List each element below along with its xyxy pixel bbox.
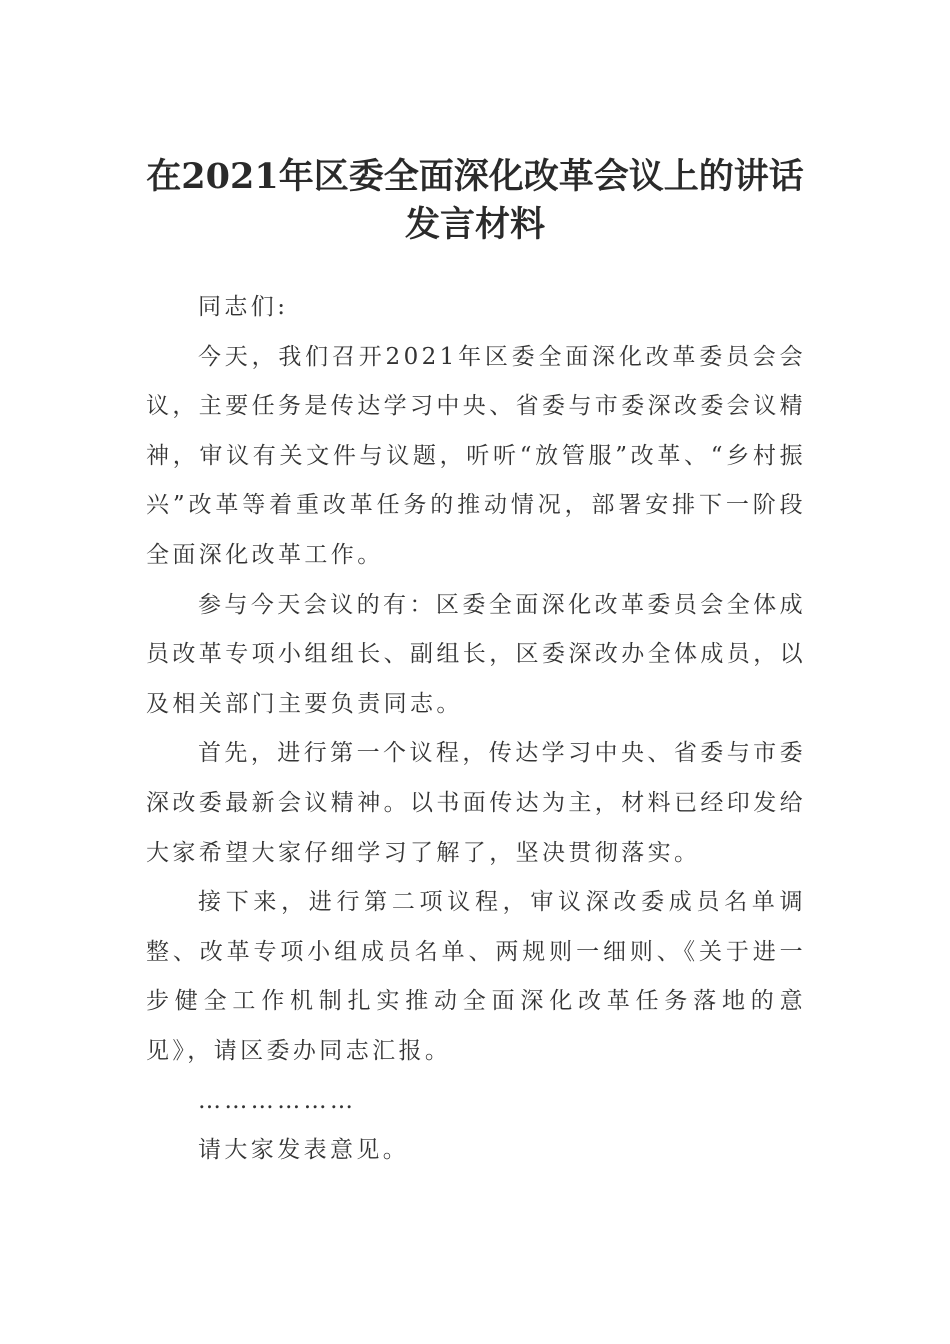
first-agenda-paragraph: 首先，进行第一个议程，传达学习中央、省委与市委深改委最新会议精神。以书面传达为主，材料已经印发给大家希望大家仔细学习了解了，坚决贯彻落实。 — [146, 740, 806, 866]
salutation-paragraph: 同志们: — [198, 294, 289, 320]
document-title-line1: 在2021年区委全面深化改革会议上的讲话 — [146, 156, 804, 197]
document-title-line2: 发言材料 — [404, 204, 545, 245]
second-agenda-paragraph: 接下来，进行第二项议程，审议深改委成员名单调整、改革专项小组成员名单、两规则一细则、《关于进一步健全工作机制扎实推动全面深化改革任务落地的意见》，请区委办同志汇报。 — [146, 889, 806, 1064]
opening-paragraph: 今天，我们召开2021年区委全面深化改革委员会会议，主要任务是传达学习中央、省委与市委深改委会议精神，审议有关文件与议题，听听“放管服”改革、“乡村振兴”改革等着重改革任务的推动情况，部署安排下一阶段全面深化改革工作。 — [146, 343, 806, 568]
closing-paragraph: 请大家发表意见。 — [198, 1137, 410, 1164]
ellipsis-paragraph: ……………… — [198, 1087, 357, 1114]
document-body — [146, 283, 806, 1176]
attendees-paragraph: 参与今天会议的有：区委全面深化改革委员会全体成员改革专项小组组长、副组长，区委深改办全体成员，以及相关部门主要负责同志。 — [146, 591, 806, 717]
